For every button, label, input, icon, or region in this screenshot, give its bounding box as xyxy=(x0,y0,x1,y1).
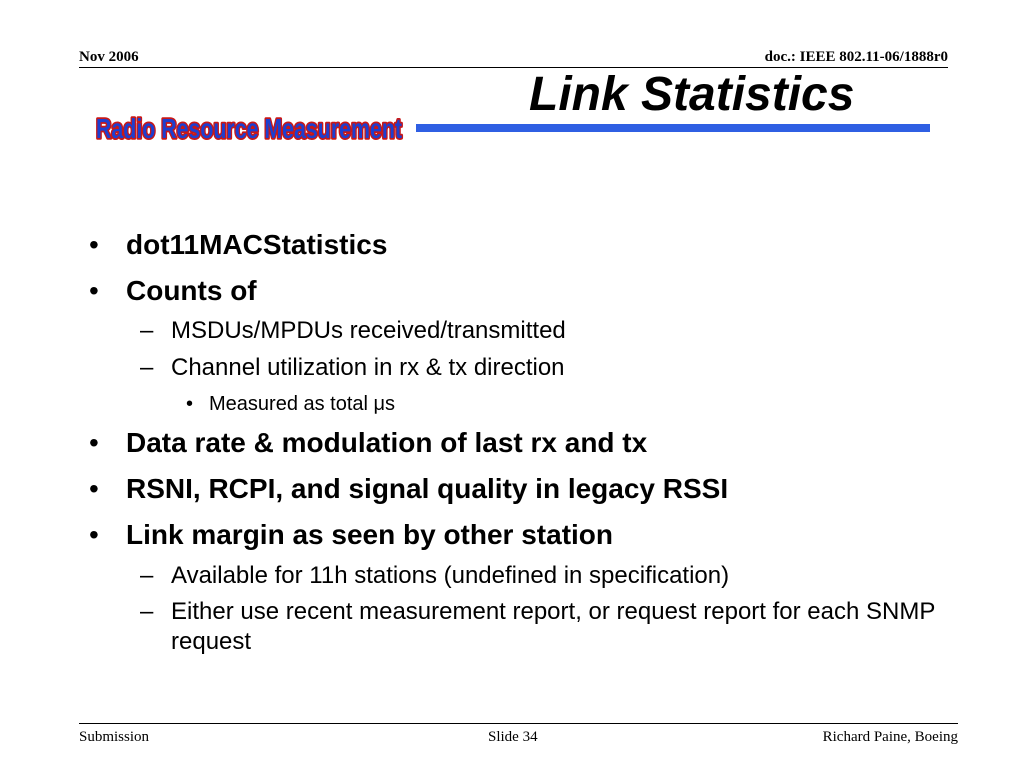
bullet-text: Measured as total μs xyxy=(209,393,396,415)
footer-slide-number: Slide 34 xyxy=(488,729,538,745)
bullet-marker: – xyxy=(140,562,154,589)
bullet-marker: • xyxy=(89,427,99,458)
sub-bullet-item xyxy=(140,316,940,346)
bullet-marker: – xyxy=(140,598,154,625)
bullet-marker: • xyxy=(89,229,99,260)
footer-submission: Submission xyxy=(79,729,150,745)
bullet-text: dot11MACStatistics xyxy=(126,229,388,260)
bullet-text: MSDUs/MPDUs received/transmitted xyxy=(171,317,566,344)
bullet-marker: – xyxy=(140,354,154,381)
bullet-marker: • xyxy=(186,393,194,415)
bullet-item xyxy=(89,274,257,308)
bullet-item xyxy=(89,228,387,262)
bullet-text: Counts of xyxy=(126,275,257,306)
sub-sub-bullet-item xyxy=(186,392,395,416)
radio-resource-measurement-logo xyxy=(93,108,406,148)
header-date: Nov 2006 xyxy=(79,49,139,65)
bullet-marker: – xyxy=(140,317,154,344)
bullet-marker: • xyxy=(89,275,99,306)
slide-title: Link Statistics xyxy=(529,68,855,121)
bullet-item xyxy=(89,518,613,552)
footer-divider xyxy=(79,723,958,724)
sub-bullet-item xyxy=(140,353,940,383)
sub-bullet-item xyxy=(140,561,940,591)
bullet-item xyxy=(89,426,647,460)
bullet-marker: • xyxy=(89,519,99,550)
header-doc-id: doc.: IEEE 802.11-06/1888r0 xyxy=(764,49,948,65)
bullet-text: Data rate & modulation of last rx and tx xyxy=(126,427,648,458)
title-accent-bar xyxy=(416,124,930,132)
footer-author: Richard Paine, Boeing xyxy=(822,729,958,745)
bullet-text: RSNI, RCPI, and signal quality in legacy RSSI xyxy=(126,473,729,504)
bullet-marker: • xyxy=(89,473,99,504)
sub-bullet-item xyxy=(140,597,940,657)
bullet-text: Available for 11h stations (undefined in specification) xyxy=(171,562,730,589)
bullet-text: Channel utilization in rx & tx direction xyxy=(171,354,565,381)
logo-text: Radio Resource Measurement xyxy=(96,113,402,144)
bullet-text: Either use recent measurement report, or request report for each SNMP request xyxy=(171,598,935,655)
bullet-item xyxy=(89,472,728,506)
bullet-text: Link margin as seen by other station xyxy=(126,519,614,550)
